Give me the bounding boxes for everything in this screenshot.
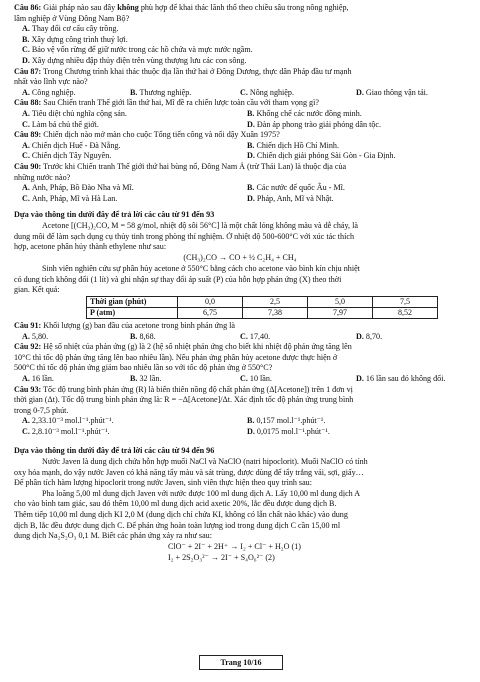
- sec91-paragraph-line3: hợp, acetone phân hủy thành ethylene như sau:: [14, 242, 167, 252]
- q86-option-a: A. Thay đổi cơ cấu cây trồng.: [22, 24, 119, 34]
- q90-stem-line2: những nước nào?: [14, 172, 71, 182]
- q86-option-d: D. Xây dựng nhiều đập thủy điện trên vùng thượng lưu các con sông.: [22, 56, 247, 65]
- question-number: Câu 87:: [14, 66, 42, 76]
- q92-option-b: B. 32 lần.: [130, 374, 162, 383]
- sec94-paragraph-line3: Để phân tích hàm lượng hipoclorit trong nước Javen, sinh viên thực hiện theo quy trình sau:: [14, 478, 312, 488]
- q92-stem-line3: 500°C thì tốc độ phản ứng giảm bao nhiêu lần so với tốc độ phản ứng ở 550°C?: [14, 363, 273, 373]
- q91-option-a: A. 5,80.: [22, 331, 49, 341]
- q93-option-d: D. 0,0175 mol.l⁻¹.phút⁻¹.: [247, 427, 330, 436]
- q91-option-d: D. 8,70.: [356, 331, 383, 341]
- question-number: Câu 86:: [14, 3, 42, 12]
- question-number: Câu 88:: [14, 98, 42, 108]
- q87-option-a: A. Công nghiệp.: [22, 87, 76, 97]
- sec94-paragraph-line6: Thêm tiếp 10,00 ml dung dịch KI 2,0 M (dung dịch chỉ chứa KI, không có lẫn chất nào khác) vào dung: [14, 510, 348, 519]
- table-cell: 7,5: [373, 297, 438, 308]
- table-cell: 5,0: [308, 297, 373, 308]
- q89-option-d: D. Chiến dịch giải phóng Sài Gòn - Gia Định.: [247, 151, 396, 161]
- pressure-time-table: [86, 296, 438, 319]
- table-cell: 7,97: [308, 308, 373, 319]
- section-heading-94-96: Dựa vào thông tin dưới đây để trả lời các câu từ 94 đến 96: [14, 446, 215, 455]
- q92-option-c: C. 10 lần.: [240, 374, 272, 383]
- q86-stem-bold: không: [117, 3, 139, 12]
- q86-option-b: B. Xây dựng công trình thuỷ lợi.: [22, 34, 128, 44]
- question-number: Câu 92:: [14, 342, 42, 352]
- q90-option-b: B. Các nước để quốc Âu - Mĩ.: [247, 183, 345, 193]
- q88-option-a: A. Tiêu diệt chủ nghĩa cộng sản.: [22, 109, 127, 118]
- q90-option-c: C. Anh, Pháp, Mĩ và Hà Lan.: [22, 193, 118, 203]
- table-row-label: P (atm): [87, 308, 178, 319]
- table-cell: 0,0: [178, 297, 243, 308]
- table-row-label: Thời gian (phút): [87, 297, 178, 308]
- question-number: Câu 93:: [14, 384, 42, 394]
- q86-stem-part2: phù hợp để khai thác lãnh thổ theo chiều sâu trong nông nghiệp,: [138, 3, 349, 12]
- table-row: [87, 308, 438, 319]
- sec94-paragraph-line8: dung dịch Na₂S₂O₃ 0,1 M. Biết các phản ứng xảy ra như sau:: [14, 531, 212, 541]
- sec91-paragraph-line4: Sinh viên nghiên cứu sự phân hủy acetone ở 550°C bằng cách cho acetone vào bình kín chịu nhiệt: [42, 264, 360, 273]
- question-number: Câu 90:: [14, 162, 42, 171]
- sec91-paragraph-line6: gian. Kết quả:: [14, 285, 60, 295]
- q90-option-d: D. Pháp, Anh, Mĩ và Nhật.: [247, 193, 334, 203]
- q89-option-c: C. Chiến dịch Tây Nguyên.: [22, 151, 112, 161]
- q93-option-c: C. 2,8.10⁻³ mol.l⁻¹.phút⁻¹.: [22, 427, 110, 436]
- acetone-decomposition-equation: (CH₃)₂CO → CO + ½ C₂H₄ + CH₄: [183, 253, 297, 262]
- q88-option-c: C. Làm bá chủ thế giới.: [22, 119, 99, 129]
- table-row: [87, 297, 438, 308]
- sec91-paragraph-line1: Acetone [(CH₃)₂CO, M = 58 g/mol, nhiệt độ sôi 56°C] là một chất lỏng không màu và dễ cháy, là: [42, 221, 358, 230]
- q87-stem: Câu 87: Trong Chương trình khai thác thuộc địa lần thứ hai ở Đông Dương, thực dân Pháp đầu tư mạnh: [14, 66, 352, 76]
- question-number: Câu 89:: [14, 130, 42, 140]
- table-cell: 8,52: [373, 308, 438, 319]
- table-cell: 7,38: [243, 308, 308, 319]
- question-number: Câu 91:: [14, 321, 42, 330]
- q91-option-b: B. 8,68.: [130, 331, 156, 341]
- reaction-equation-1: ClO⁻ + 2I⁻ + 2H⁺ → I₂ + Cl⁻ + H₂O (1): [168, 542, 301, 551]
- q93-option-b: B. 0,157 mol.l⁻¹.phút⁻¹.: [247, 416, 326, 426]
- q92-stem: Câu 92: Hệ số nhiệt của phản ứng (g) là 2 (hệ số nhiệt phản ứng cho biết khi nhiệt độ phản ứng tăng lên: [14, 342, 352, 352]
- q93-stem-line3: trong 0-7,5 phút.: [14, 405, 69, 415]
- q91-stem: Câu 91: Khối lượng (g) ban đầu của acetone trong bình phản ứng là: [14, 321, 235, 330]
- sec91-paragraph-line5: có dung tích không đổi (1 lít) và ghi nhận sự thay đổi áp suất (P) của hỗn hợp phản ứng (X) theo thời: [14, 274, 342, 284]
- sec94-paragraph-line5: cho vào bình tam giác, sau đó thêm 10,00 ml dung dịch acid axetic 20%, lắc đều được dung dịch B.: [14, 499, 337, 509]
- q88-stem: Câu 88: Sau Chiến tranh Thế giới lần thứ hai, Mĩ đề ra chiến lược toàn cầu với tham vọng gì?: [14, 98, 319, 108]
- q86-stem: [14, 3, 468, 14]
- q92-option-a: A. 16 lần.: [22, 374, 54, 383]
- q89-option-a: A. Chiến dịch Huế - Đà Nẵng.: [22, 140, 121, 150]
- sec94-paragraph-line7: dịch B, lắc đều được dung dịch C. Để phản ứng hoàn toàn lượng iod trong dung dịch C cần 15,00 ml: [14, 520, 341, 530]
- q90-stem: Câu 90: Trước khi Chiến tranh Thế giới thứ hai bùng nổ, Đông Nam Á (trừ Thái Lan) là thuộc địa của: [14, 162, 347, 171]
- q86-stem-line2: lâm nghiệp ở Vùng Đông Nam Bộ?: [14, 13, 130, 23]
- q93-option-a: A. 2,33.10⁻³ mol.l⁻¹.phút⁻¹.: [22, 416, 114, 426]
- q88-option-b: B. Khống chế các nước đồng minh.: [247, 109, 362, 118]
- q87-option-c: C. Nông nghiệp.: [240, 87, 294, 97]
- reaction-equation-2: I₂ + 2S₂O₃²⁻ → 2I⁻ + S₄O₆²⁻ (2): [168, 553, 275, 562]
- q89-stem: Câu 89: Chiến dịch nào mở màn cho cuộc Tổng tiến công và nổi dậy Xuân 1975?: [14, 130, 280, 140]
- q87-option-d: D. Giao thông vận tải.: [356, 87, 428, 97]
- q88-option-d: D. Đàn áp phong trào giải phóng dân tộc.: [247, 119, 381, 129]
- q90-option-a: A. Anh, Pháp, Bồ Đào Nha và Mĩ.: [22, 183, 134, 193]
- sec94-paragraph-line2: oxy hóa mạnh, do vậy nước Javen có khả năng tẩy màu và sát trùng, được dùng để tẩy trắng vải, sợi, giấy…: [14, 467, 364, 477]
- sec94-paragraph-line4: Pha loãng 5,00 ml dung dịch Javen với nước được 100 ml dung dịch A. Lấy 10,00 ml dung dịch A: [42, 488, 361, 498]
- q89-option-b: B. Chiến dịch Hồ Chí Minh.: [247, 140, 339, 150]
- section-heading-91-93: Dựa vào thông tin dưới đây để trả lời các câu từ 91 đến 93: [14, 210, 215, 219]
- q87-option-b: B. Thương nghiệp.: [130, 87, 192, 97]
- q91-option-c: C. 17,40.: [240, 331, 271, 341]
- q92-option-d: D. 16 lần sau đó không đổi.: [356, 374, 446, 383]
- q93-stem: Câu 93: Tốc độ trung bình phản ứng (R) là biến thiên nồng độ chất phản ứng (Δ[Acetone]) trên 1 đơn vị: [14, 384, 353, 394]
- q86-option-c: C. Bảo vệ vốn rừng để giữ nước trong các hồ chứa và mực nước ngầm.: [22, 45, 253, 55]
- q93-stem-line2: thời gian (Δt). Tốc độ trung bình phản ứng là: R = −Δ[Acetone]/Δt. Xác định tốc độ phản ứng trung bình: [14, 395, 354, 405]
- q86-stem-part1: Giải pháp nào sau đây: [41, 3, 118, 12]
- table-cell: 6,75: [178, 308, 243, 319]
- q92-stem-line2: 10°C thì tốc độ phản ứng tăng lên bao nhiêu lần). Nếu phản ứng phân hủy acetone được thực hiện ở: [14, 352, 338, 362]
- table-cell: 2,5: [243, 297, 308, 308]
- sec91-paragraph-line2: dung môi để làm sạch dụng cụ thủy tinh trong phòng thí nghiệm. Ở nhiệt độ 500-600°C với xúc tác thích: [14, 231, 354, 241]
- page-number-footer: Trang 10/16: [199, 655, 283, 670]
- q87-stem-line2: nhất vào lĩnh vực nào?: [14, 77, 88, 87]
- sec94-paragraph-line1: Nước Javen là dung dịch chứa hỗn hợp muối NaCl và NaClO (natri hipoclorit). Muối NaClO có tính: [42, 457, 368, 466]
